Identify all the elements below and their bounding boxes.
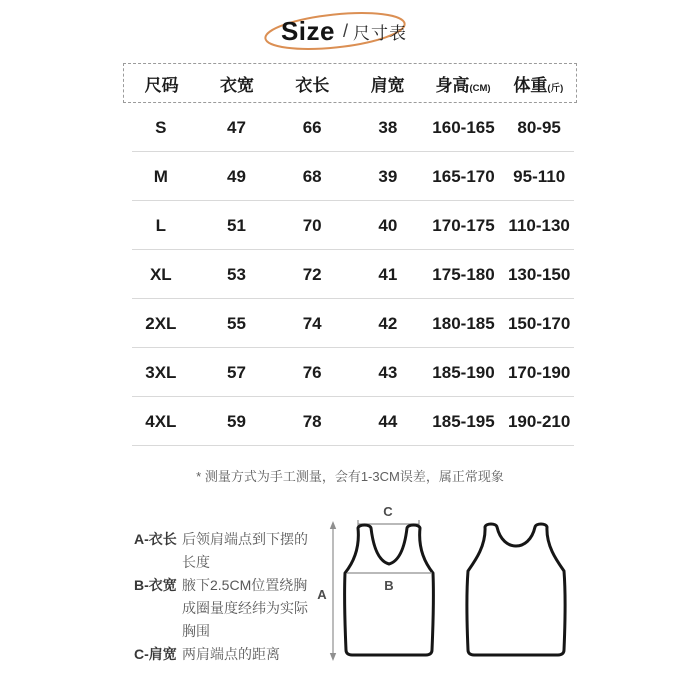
legend-item-c bbox=[134, 643, 312, 666]
table-cell: 160-165 bbox=[432, 117, 495, 137]
table-cell: 2XL bbox=[145, 313, 177, 333]
table-cell: 49 bbox=[227, 166, 246, 186]
table-cell: 165-170 bbox=[432, 166, 495, 186]
legend-item-a bbox=[134, 528, 312, 574]
table-cell: 51 bbox=[227, 215, 246, 235]
table-cell: 42 bbox=[378, 313, 398, 333]
measure-a-label: A bbox=[317, 587, 327, 602]
legend-description: 两肩端点的距离 bbox=[182, 646, 280, 662]
measure-a-arrow-bottom bbox=[330, 653, 336, 661]
legend-description: 后领肩端点到下摆的长度 bbox=[182, 531, 308, 570]
table-cell: S bbox=[155, 117, 167, 137]
legend-label: C-肩宽 bbox=[134, 646, 177, 662]
measure-c-label: C bbox=[383, 504, 393, 519]
table-cell: 80-95 bbox=[517, 117, 561, 137]
title-text-en: Size bbox=[280, 15, 335, 46]
table-cell: 175-180 bbox=[432, 264, 495, 284]
legend-label: B-衣宽 bbox=[134, 577, 177, 593]
table-cell: 39 bbox=[378, 166, 398, 186]
column-header-height: 身高(CM) bbox=[435, 75, 491, 95]
table-cell: 185-190 bbox=[432, 362, 495, 382]
table-cell: 170-175 bbox=[432, 215, 495, 235]
table-cell: L bbox=[155, 215, 167, 235]
table-cell: 72 bbox=[302, 264, 322, 284]
table-cell: 59 bbox=[227, 411, 246, 431]
title-separator: / bbox=[343, 20, 349, 41]
column-header-garment-width: 衣宽 bbox=[219, 75, 254, 95]
table-cell: 47 bbox=[227, 117, 246, 137]
measure-b-label: B bbox=[384, 578, 394, 593]
page-title bbox=[234, 8, 454, 54]
column-header-garment-length: 衣长 bbox=[295, 75, 330, 95]
table-cell: M bbox=[153, 166, 168, 186]
legend-label: A-衣长 bbox=[134, 531, 177, 547]
table-cell: 76 bbox=[302, 362, 322, 382]
measurement-note: * 测量方式为手工测量，会有1-3CM误差，属正常现象 bbox=[196, 469, 504, 484]
table-cell: 3XL bbox=[145, 362, 177, 382]
table-cell: 78 bbox=[302, 411, 322, 431]
table-cell: 44 bbox=[378, 411, 398, 431]
title-text-zh: 尺寸表 bbox=[353, 23, 408, 43]
table-cell: 40 bbox=[378, 215, 398, 235]
garment-diagram bbox=[312, 502, 600, 700]
table-cell: 55 bbox=[227, 313, 246, 333]
table-row bbox=[123, 103, 577, 152]
table-cell: 110-130 bbox=[508, 215, 570, 235]
table-cell: 180-185 bbox=[432, 313, 495, 333]
table-row bbox=[123, 348, 577, 397]
table-cell: 170-190 bbox=[507, 362, 571, 382]
legend-item-b bbox=[134, 574, 312, 643]
table-row bbox=[123, 152, 577, 201]
table-row bbox=[123, 250, 577, 299]
table-cell: 66 bbox=[302, 117, 322, 137]
table-cell: 38 bbox=[378, 117, 398, 137]
measurement-section bbox=[0, 502, 700, 700]
table-cell: 41 bbox=[378, 264, 398, 284]
column-header-size: 尺码 bbox=[144, 75, 179, 95]
size-table-header bbox=[123, 63, 577, 103]
column-header-shoulder-width: 肩宽 bbox=[370, 75, 405, 95]
table-cell: 68 bbox=[302, 166, 322, 186]
table-cell: 57 bbox=[227, 362, 246, 382]
table-cell: 185-195 bbox=[432, 411, 495, 431]
table-row bbox=[123, 201, 577, 250]
table-cell: 43 bbox=[378, 362, 398, 382]
legend-description: 腋下2.5CM位置绕胸成圈量度经纬为实际胸围 bbox=[182, 577, 308, 639]
table-cell: 95-110 bbox=[513, 166, 566, 186]
size-table bbox=[123, 63, 577, 446]
table-cell: 70 bbox=[302, 215, 322, 235]
table-cell: 130-150 bbox=[507, 264, 571, 284]
table-row bbox=[123, 397, 577, 446]
table-cell: 190-210 bbox=[507, 411, 571, 431]
table-cell: 4XL bbox=[145, 411, 177, 431]
table-cell: 74 bbox=[302, 313, 322, 333]
column-header-weight: 体重(斤) bbox=[513, 75, 564, 95]
table-cell: 53 bbox=[227, 264, 246, 284]
tank-top-back-outline bbox=[467, 524, 565, 655]
table-row bbox=[123, 299, 577, 348]
table-cell: XL bbox=[149, 264, 172, 284]
measurement-legend bbox=[134, 528, 312, 666]
measure-a-arrow-top bbox=[330, 521, 336, 529]
table-cell: 150-170 bbox=[507, 313, 571, 333]
